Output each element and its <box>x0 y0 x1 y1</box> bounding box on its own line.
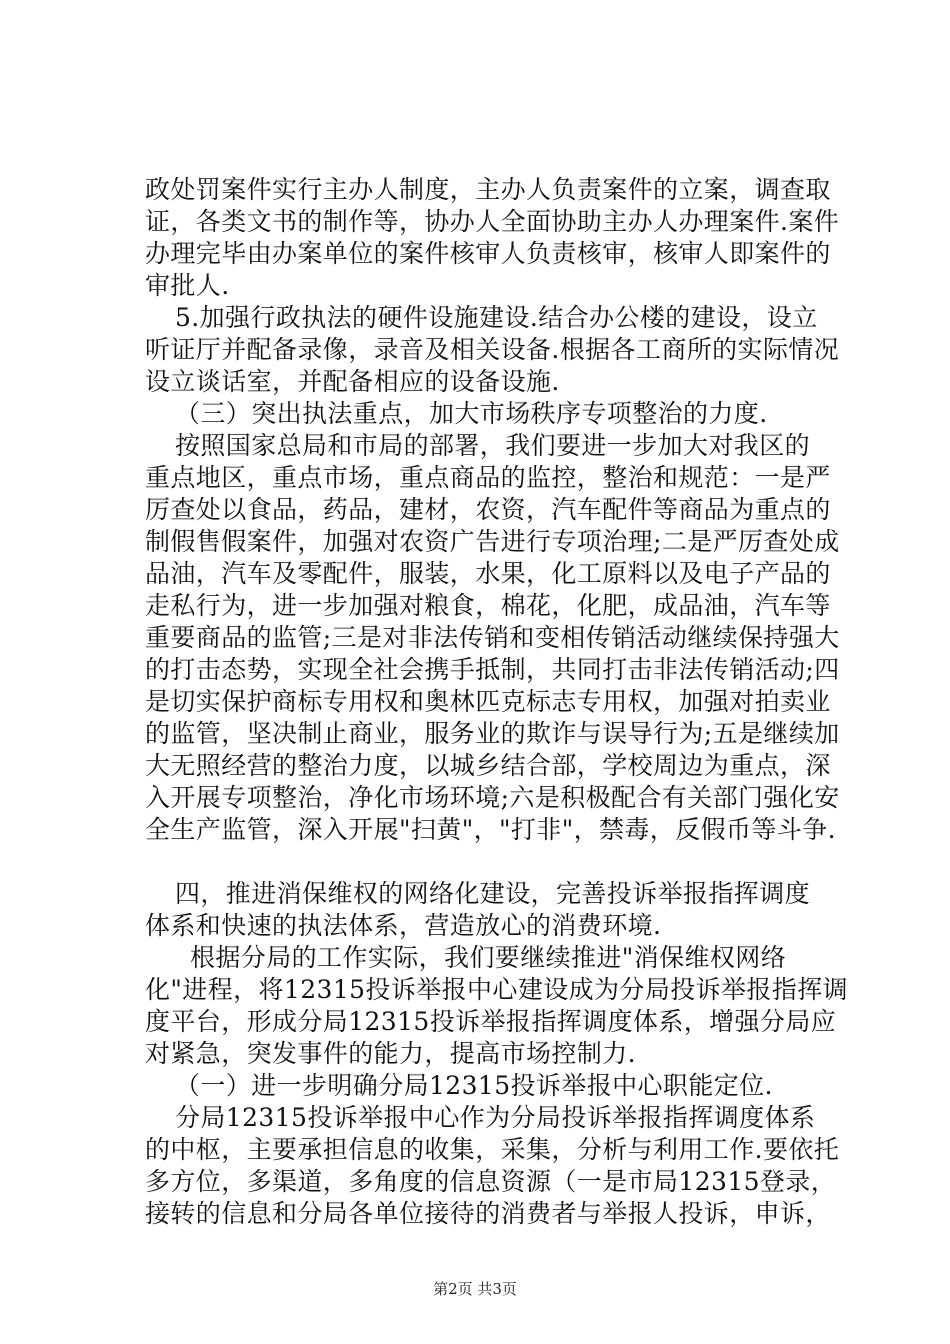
text-line: 化"进程，将12315投诉举报中心建设成为分局投诉举报指挥调 <box>145 975 849 1004</box>
text-line: 的打击态势，实现全社会携手抵制，共同打击非法传销活动;四 <box>145 655 840 684</box>
text-line: 大无照经营的整治力度，以城乡结合部，学校周边为重点，深 <box>145 751 831 780</box>
text-line: 多方位，多渠道，多角度的信息资源（一是市局12315登录， <box>145 1167 837 1196</box>
text-line: 根据分局的工作实际，我们要继续推进"消保维权网络 <box>190 943 787 972</box>
text-line: 设立谈话室，并配备相应的设备设施. <box>145 367 560 396</box>
text-line: 5.加强行政执法的硬件设施建设.结合办公楼的建设，设立 <box>175 303 818 332</box>
section-heading: （三）突出执法重点，加大市场秩序专项整治的力度. <box>175 399 768 428</box>
text-line: 对紧急，突发事件的能力，提高市场控制力. <box>145 1039 636 1068</box>
text-line: 接转的信息和分局各单位接待的消费者与举报人投诉，申诉， <box>145 1199 831 1228</box>
text-line: 厉查处以食品，药品，建材，农资，汽车配件等商品为重点的 <box>145 495 831 524</box>
text-line: 政处罚案件实行主办人制度，主办人负责案件的立案，调查取 <box>145 175 831 204</box>
text-line: 重点地区，重点市场，重点商品的监控，整治和规范：一是严 <box>145 463 831 492</box>
text-line: 全生产监管，深入开展"扫黄"，"打非"，禁毒，反假币等斗争. <box>145 815 836 844</box>
text-line: 的中枢，主要承担信息的收集，采集，分析与利用工作.要依托 <box>145 1135 840 1164</box>
text-line: 办理完毕由办案单位的案件核审人负责核审，核审人即案件的 <box>145 239 831 268</box>
text-line: 走私行为，进一步加强对粮食，棉花，化肥，成品油，汽车等 <box>145 591 831 620</box>
text-line: 体系和快速的执法体系，营造放心的消费环境. <box>145 911 662 940</box>
section-heading: 四，推进消保维权的网络化建设，完善投诉举报指挥调度 <box>175 879 811 908</box>
text-line: 的监管，坚决制止商业，服务业的欺诈与误导行为;五是继续加 <box>145 719 840 748</box>
text-line: 按照国家总局和市局的部署，我们要进一步加大对我区的 <box>175 431 811 460</box>
text-line: 审批人. <box>145 271 230 300</box>
text-line: 度平台，形成分局12315投诉举报指挥调度体系，增强分局应 <box>145 1007 837 1036</box>
text-line: 入开展专项整治，净化市场环境;六是积极配合有关部门强化安 <box>145 783 840 812</box>
text-line: 证，各类文书的制作等，协办人全面协助主办人办理案件.案件 <box>145 207 840 236</box>
page-footer: 第2页 共3页 <box>433 1280 517 1298</box>
text-line: 是切实保护商标专用权和奥林匹克标志专用权，加强对拍卖业 <box>145 687 831 716</box>
text-line: 听证厅并配备录像，录音及相关设备.根据各工商所的实际情况 <box>145 335 840 364</box>
text-line: 重要商品的监管;三是对非法传销和变相传销活动继续保持强大 <box>145 623 840 652</box>
text-line: 品油，汽车及零配件，服装，水果，化工原料以及电子产品的 <box>145 559 831 588</box>
text-line: 制假售假案件，加强对农资广告进行专项治理;二是严厉查处成 <box>145 527 840 556</box>
text-line: 分局12315投诉举报中心作为分局投诉举报指挥调度体系 <box>175 1103 816 1132</box>
section-heading: （一）进一步明确分局12315投诉举报中心职能定位. <box>175 1071 773 1100</box>
